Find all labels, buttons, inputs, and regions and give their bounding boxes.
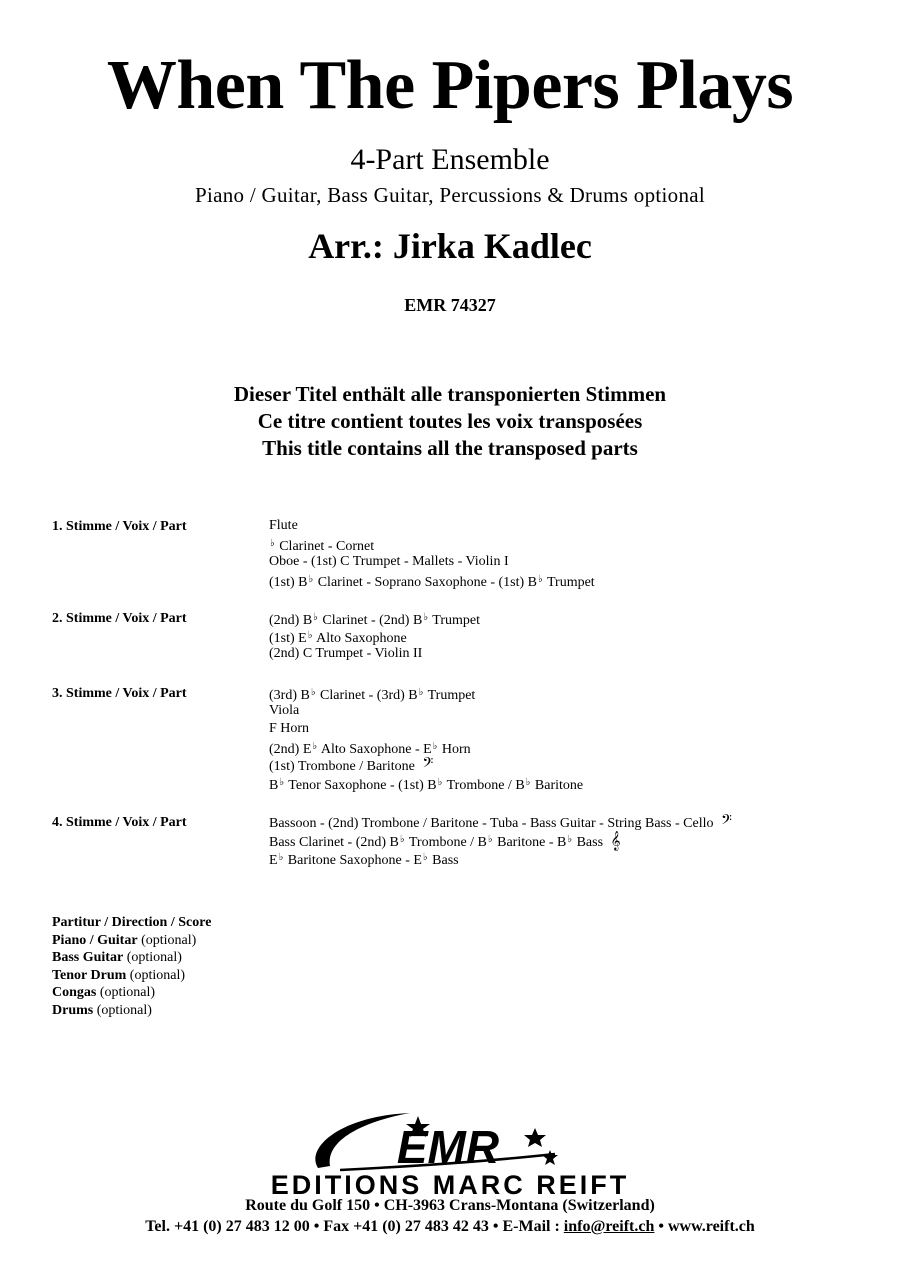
notice-english: This title contains all the transposed parts	[262, 436, 638, 460]
flat-sign-icon: ♭	[307, 630, 313, 641]
extra-drums: Drums (optional)	[52, 1002, 152, 1018]
instrument-line: (1st) Trombone / Baritone 𝄢	[269, 755, 434, 775]
instrument-line: Oboe - (1st) C Trumpet - Mallets - Violin I	[269, 554, 509, 569]
notice-german: Dieser Titel enthält alle transponierten Stimmen	[233, 382, 667, 406]
part-1-label: 1. Stimme / Voix / Part	[52, 519, 187, 534]
publisher-name: EDITIONS MARC REIFT	[270, 1170, 630, 1200]
instrument-line: (1st) B♭ Clarinet - Soprano Saxophone - (1st) B♭ Trumpet	[269, 574, 595, 590]
catalog-number: EMR 74327	[404, 295, 496, 315]
flat-sign-icon: ♭	[308, 574, 314, 585]
instrumentation-line: Piano / Guitar, Bass Guitar, Percussions & Drums optional	[194, 183, 706, 207]
part-2-instruments	[269, 609, 480, 663]
extra-congas: Congas (optional)	[52, 985, 156, 1001]
flat-sign-icon: ♭	[487, 834, 493, 845]
extra-parts-list	[52, 914, 211, 1020]
extra-tenor-drum: Tenor Drum (optional)	[52, 967, 186, 983]
flat-sign-icon: ♭	[310, 687, 316, 698]
instrument-line: E♭ Baritone Saxophone - E♭ Bass	[269, 852, 459, 868]
part-4-instruments	[269, 813, 732, 867]
instrument-line: (2nd) C Trumpet - Violin II	[269, 646, 423, 661]
extra-score: Partitur / Direction / Score	[52, 915, 212, 930]
treble-clef-icon: 𝄞	[610, 831, 621, 851]
piece-title: When The Pipers Plays	[106, 47, 794, 124]
email-link[interactable]: info@reift.ch	[563, 1218, 655, 1235]
part-3-label: 3. Stimme / Voix / Part	[52, 686, 187, 701]
instrument-line: B♭ Tenor Saxophone - (1st) B♭ Trombone / B♭ Baritone	[269, 777, 584, 793]
flat-sign-icon: ♭	[525, 777, 531, 788]
instrument-line: (2nd) B♭ Clarinet - (2nd) B♭ Trumpet	[269, 612, 480, 628]
arranger: Arr.: Jirka Kadlec	[308, 226, 592, 266]
flat-sign-icon: ♭	[423, 612, 429, 623]
flat-sign-icon: ♭	[278, 852, 284, 863]
instrument-line: F Horn	[269, 721, 310, 736]
instrument-line: Flute	[269, 518, 298, 533]
part-4-label: 4. Stimme / Voix / Part	[52, 815, 187, 830]
notice-french: Ce titre contient toutes les voix transposées	[257, 409, 643, 433]
bass-clef-icon: 𝄢	[422, 755, 434, 775]
instrument-line: (2nd) E♭ Alto Saxophone - E♭ Horn	[269, 741, 471, 757]
instrument-line: Bassoon - (2nd) Trombone / Baritone - Tuba - Bass Guitar - String Bass - Cello 𝄢	[269, 812, 732, 832]
part-3-instruments	[269, 684, 583, 792]
instrument-line: (1st) E♭ Alto Saxophone	[269, 630, 407, 646]
star-icon	[524, 1128, 546, 1147]
flat-sign-icon: ♭	[538, 574, 543, 585]
flat-sign-icon: ♭	[279, 777, 285, 788]
ensemble-subtitle: 4-Part Ensemble	[350, 143, 550, 176]
flat-sign-icon: ♭	[432, 741, 438, 752]
flat-sign-icon: ♭	[399, 834, 405, 845]
flat-sign-icon: ♭	[437, 777, 443, 788]
publisher-contact: Tel. +41 (0) 27 483 12 00 • Fax +41 (0) 27 483 42 43 • E-Mail : info@reift.ch • www.reift.ch	[145, 1218, 755, 1235]
flat-sign-icon: ♭	[567, 834, 573, 845]
extra-piano-guitar: Piano / Guitar (optional)	[52, 932, 197, 948]
flat-sign-icon: ♭	[270, 538, 275, 549]
extra-bass-guitar: Bass Guitar (optional)	[52, 950, 182, 966]
instrument-line: Viola	[269, 703, 300, 718]
flat-sign-icon: ♭	[312, 741, 318, 752]
instrument-line: ♭ Clarinet - Cornet	[270, 538, 375, 554]
svg-text:EMR: EMR	[396, 1121, 500, 1173]
flat-sign-icon: ♭	[418, 687, 424, 698]
publisher-address: Route du Golf 150 • CH-3963 Crans-Montana (Switzerland)	[245, 1197, 655, 1214]
emr-logo	[300, 1108, 600, 1176]
instrument-line: Bass Clarinet - (2nd) B♭ Trombone / B♭ Baritone - B♭ Bass 𝄞	[269, 831, 621, 851]
part-2-label: 2. Stimme / Voix / Part	[52, 611, 187, 626]
star-icon	[542, 1150, 558, 1165]
part-1-instruments	[269, 517, 595, 589]
instrument-line: (3rd) B♭ Clarinet - (3rd) B♭ Trumpet	[269, 687, 476, 703]
flat-sign-icon: ♭	[313, 612, 318, 623]
flat-sign-icon: ♭	[422, 852, 428, 863]
bass-clef-icon: 𝄢	[721, 812, 732, 832]
